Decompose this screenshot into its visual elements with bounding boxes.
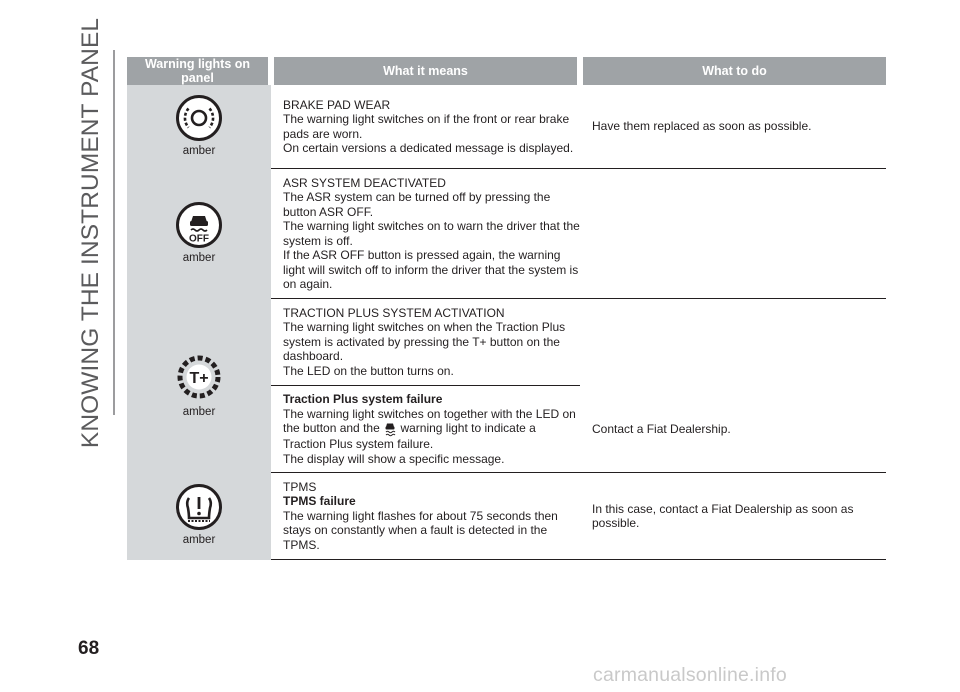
watermark: carmanualsonline.info xyxy=(593,664,787,686)
meaning-title: TPMS xyxy=(283,479,317,494)
lamp-color-label: amber xyxy=(182,145,216,157)
lamp-color-label: amber xyxy=(182,251,216,264)
lamp-cell xyxy=(127,473,271,560)
action-cell: Have them replaced as soon as possible. xyxy=(580,85,886,169)
meaning-text: The warning light switches on to warn the driver that the system is off. xyxy=(283,219,580,248)
lamp-cell xyxy=(127,85,271,169)
meaning-text: The ASR system can be turned off by pressing the button ASR OFF. xyxy=(283,190,551,219)
meaning-text: If the ASR OFF button is pressed again, the warning light will switch off to inform the driver that the system is on again. xyxy=(283,248,579,291)
action-cell: In this case, contact a Fiat Dealership as soon as possible. xyxy=(580,473,886,560)
traction-plus-icon xyxy=(174,352,224,402)
esc-warning-icon xyxy=(384,422,396,437)
meaning-text: The warning light switches on if the front or rear brake pads are worn. xyxy=(283,112,570,141)
meaning-cell xyxy=(271,386,580,473)
meaning-text: The display will show a specific message. xyxy=(283,451,505,466)
meaning-cell xyxy=(271,299,580,386)
header-what-it-means: What it means xyxy=(271,57,580,85)
meaning-text: The warning light flashes for about 75 seconds then stays on constantly when a fault is detected in the TPMS. xyxy=(283,508,558,552)
table-row xyxy=(127,169,886,299)
action-cell xyxy=(580,169,886,299)
meaning-text: The warning light switches on when the Traction Plus system is activated by pressing the T+ button on the dashboard. xyxy=(283,320,566,364)
meaning-title: BRAKE PAD WEAR xyxy=(283,97,391,112)
side-divider xyxy=(113,50,115,415)
meaning-subtitle: TPMS failure xyxy=(283,494,356,509)
meaning-text: On certain versions a dedicated message is displayed. xyxy=(283,141,574,155)
asr-off-icon-text: OFF xyxy=(189,233,209,245)
meaning-subtitle: Traction Plus system failure xyxy=(283,392,443,406)
traction-plus-icon-text: T+ xyxy=(189,369,209,387)
action-cell: Contact a Fiat Dealership. xyxy=(580,386,886,473)
header-warning-lights: Warning lights on panel xyxy=(127,57,271,85)
lamp-color-label: amber xyxy=(182,534,216,547)
tpms-icon xyxy=(176,484,222,530)
table-row xyxy=(127,299,886,386)
page-number: 68 xyxy=(78,638,100,659)
table-row xyxy=(127,473,886,560)
meaning-text: The LED on the button turns on. xyxy=(283,363,454,378)
table-header-row xyxy=(127,57,886,85)
lamp-color-label: amber xyxy=(182,405,216,418)
action-cell xyxy=(580,299,886,386)
brake-pad-wear-icon xyxy=(176,95,222,141)
asr-off-icon xyxy=(176,202,222,248)
meaning-text: The warning light switches on together with the LED on the button and the warning light to indicate a Traction Plus system failure. xyxy=(283,406,576,451)
meaning-cell xyxy=(271,473,580,560)
table-row xyxy=(127,85,886,169)
meaning-title: TRACTION PLUS SYSTEM ACTIVATION xyxy=(283,305,505,320)
meaning-cell xyxy=(271,85,580,169)
lamp-cell xyxy=(127,299,271,473)
header-what-to-do: What to do xyxy=(580,57,886,85)
meaning-cell xyxy=(271,169,580,299)
lamp-cell xyxy=(127,169,271,299)
warning-lights-table xyxy=(127,57,886,560)
side-section-title: KNOWING THE INSTRUMENT PANEL xyxy=(77,17,104,448)
meaning-title: ASR SYSTEM DEACTIVATED xyxy=(283,175,446,190)
